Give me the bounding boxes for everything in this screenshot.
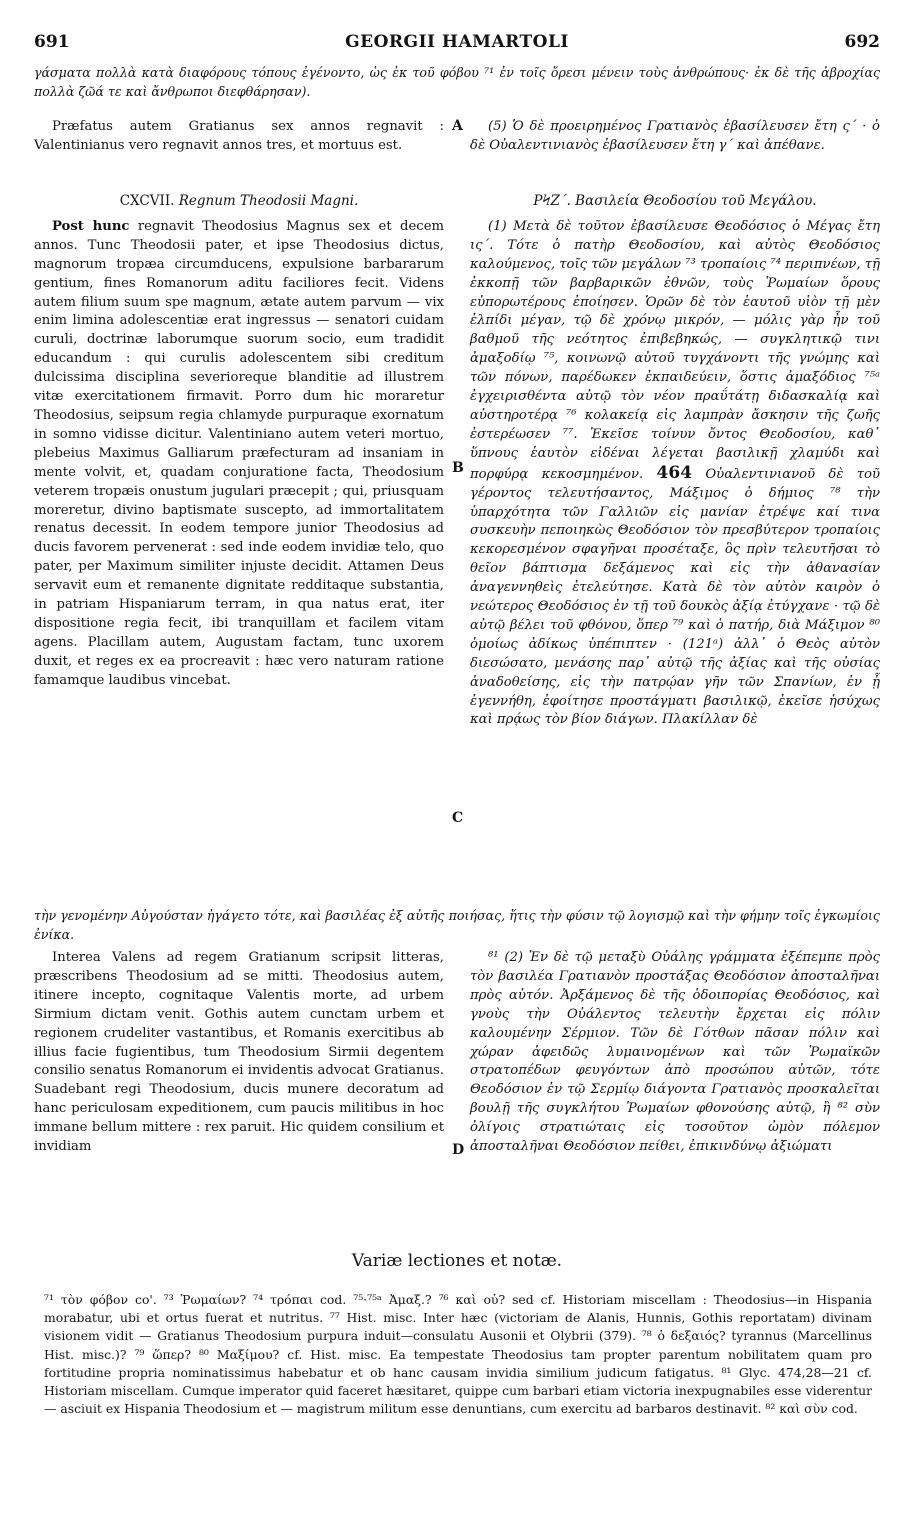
page-header: [34, 32, 880, 54]
notes-text: ⁷¹ τὸν φόβον co'. ⁷³ Ῥωμαίων? ⁷⁴ τρόπαι cod. ⁷⁵·⁷⁵ᵃ Ἀμαξ.? ⁷⁶ καὶ οὐ? sed cf. Historiam miscellam : Theodosius—in Hispania morabatur, ubi et ortus fuerat et nutritus. ⁷⁷ Hist. misc. Inter hæc (victoriam de Alanis, Hunnis, Gothis reportatam) divinam visionem vidit — Gratianus Theodosium purpura induit—consulatu Ausonii et Olybrii (379). ⁷⁸ ὁ δεξαιός? tyrannus (Marcellinus Hist. misc.)? ⁷⁹ ὥπερ? ⁸⁰ Μαξίμου? cf. Hist. misc. Ea tempestate Theodosius tam propter parentum nobilitatem quam pro fortitudine propria nominatissimus habebatur et ob hanc causam invidia similium judicum fatigatus. ⁸¹ Glyc. 474,28—21 cf. Historiam miscellam. Cumque imperator quid faceret hæsitaret, quippe cum barbari etiam victoria inexpugnabiles esse viderentur — asciuit ex Hispania Theodosium et — magistrum militum esse denuntians, cum exercitu ad barbaros destinavit. ⁸² καὶ σὺν cod.: [44, 1292, 872, 1417]
greek-heading-number: ΡϞΖ΄.: [533, 193, 571, 209]
latin-section-heading: [34, 192, 444, 211]
latin-reign-gratian: [34, 118, 444, 156]
greek-paragraph: ⁸¹ (2) Ἐν δὲ τῷ μεταξὺ Οὐάλης γράμματα ἐξέπεμπε πρὸς τὸν βασιλέα Γρατιανὸν προστάξας Θεοδόσιον ἀποσταλῆναι πρὸς αὐτόν. Ἀρξάμενος δὲ τῆς ὁδοιπορίας Θεοδόσιος, καὶ γνοὺς τὴν Οὐάλεντος τελευτὴν ἔρχεται εἰς πόλιν καλουμένην Σέρμιον. Τῶν δὲ Γότθων πᾶσαν πόλιν καὶ χώραν ἀφειδῶς λυμαινομένων καὶ τῶν Ῥωμαϊκῶν στρατοπέδων φευγόντων ἀπὸ προσώπου αὐτῶν, τότε Θεοδόσιον ἐν τῷ Σερμίῳ διάγοντα Γρατιανὸς προσκαλεῖται βουλῇ τῆς συγκλήτου Ῥωμαίων φθονούσης αὐτῷ, ἢ ⁸² σὺν ὀλίγοις στρατιώταις εἰς τοσοῦτον ὠμὸν πόλεμον ἀποσταλῆναι Θεοδόσιον πείθει, ἐπικινδύνῳ ἀξιώματι: [470, 950, 880, 1155]
greek-reign-gratian: [470, 118, 880, 156]
margin-marker-d: D: [452, 1142, 465, 1158]
latin-heading-title: Regnum Theodosii Magni.: [178, 193, 359, 209]
latin-body-text: regnavit Theodosius Magnus sex et decem annos. Tunc Theodosii pater, et ipse Theodosius dictus, magnorum tropæa circumducens, expulsione barbararum gentium, fines Romanorum aditu faciliores fecit. Videns autem filium suum spe magnum, ætate autem parvum — vix enim limina adolescentiæ erat ingressus — senatori cuidam curuli, doctrinæ laborumque suorum socio, eum tradidit educandum : qui curulis adolescentem sibi creditum dulcissima disciplina severioreque blanditie ad illustrem vitæ exercitationem firmavit. Porro dum hic moraretur Theodosius, seipsum regia chlamyde purpuraque exornatum in somno vidisse dicitur. Valentiniano autem veteri mortuo, plebeius Maximus Galliarum præfecturam ad insaniam in mente volvit, et, quadam conjuratione facta, Theodosium veterem tropæis onustum jugulari præcepit ; qui, priusquam moreretur, divino baptismate suscepto, ad immortalitatem renatus decessit. In eodem tempore junior Theodosius ad ducis favorem pervenerat : sed inde eodem invidiæ telo, quo pater, per Maximum similiter injuste decidit. Attamen Deus servavit eum et remanente dignitate redditaque substantia, in patriam Hispaniarum terram, in qua natus erat, iter dispositione regia fecit, ibi tranquillam et facilem vitam agens. Placillam autem, Augustam factam, tunc uxorem duxit, et reges ex ea procreavit : hæc vero naturam ratione famamque laudibus vincebat.: [34, 218, 444, 688]
greek-body-text-b: Οὐαλεντινιανοῦ δὲ τοῦ γέροντος τελευτήσαντος, Μάξιμος ὁ δήμιος ⁷⁸ τὴν ὑπαρχότητα τῶν Γαλλιῶν εἰς μανίαν ἐτρέψε καί τινα συσκευὴν πεποιηκὼς Θεοδόσιον τὸν πρεσβύτερον τροπαίοις κεκορεσμένον σφαγῆναι προσέταξε, ὃς πρὶν τελευτῆσαι τὸ θεῖον βάπτισμα δεξάμενος καὶ εἰς τὴν ἀθανασίαν ἀναγεννηθεὶς ἐτελεύτησε. Κατὰ δὲ τὸν αὐτὸν καιρὸν ὁ νεώτερος Θεοδόσιος ἐν τῇ τοῦ δουκὸς ἀξίᾳ ἐτύγχανε · τῷ δὲ αὐτῷ βέλει τοῦ φθόνου, ὅπερ ⁷⁹ καὶ ὁ πατήρ, διὰ Μάξιμον ⁸⁰ ὁμοίως ἀδίκως ὑπέπιπτεν · (121ᵃ) ἀλλ᾽ ὁ Θεὸς αὐτὸν διεσώσατο, μενάσης παρ᾽ αὐτῷ τῆς ἀξίας καὶ τῆς οὐσίας ἀναδοθείσης, εἰς τὴν πατρῴαν γῆν τῶν Σπανίων, ἐν ᾗ ἐγεννήθη, ἐφοίτησε προστάγματι βασιλικῷ, ἐκεῖσε ἡσύχως καὶ πρᾴως τὸν βίον διάγων. Πλακίλλαν δὲ: [470, 466, 880, 728]
greek-paragraph: [470, 218, 880, 730]
right-page-number: 692: [844, 32, 880, 52]
greek-heading-title: Βασιλεία Θεοδοσίου τοῦ Μεγάλου.: [575, 193, 817, 209]
top-greek-continuation: γάσματα πολλὰ κατὰ διαφόρους τόπους ἐγένοντο, ὡς ἐκ τοῦ φόβου ⁷¹ ἐν τοῖς ὄρεσι μένειν τοὺς ἀνθρώπους· ἐκ δὲ τῆς ἀβροχίας πολλὰ ζῶά τε καὶ ἄνθρωποι διεφθάρησαν).: [34, 65, 880, 99]
latin-paragraph: Interea Valens ad regem Gratianum scripsit litteras, præscribens Theodosium ad se mitti. Theodosius autem, itinere incepto, cognitaque Valentis morte, ad urbem Sirmium dictam venit. Gothis autem cunctam urbem et regionem crudeliter vastantibus, et Romanis exercitibus ab illius facie fugientibus, tum Theodosium Sirmii degentem consilio senatus Romanorum ei invidentis advocat Gratianus. Suadebant regi Theodosium, ducis munere decoratum ad hanc periculosam expeditionem, cum paucis militibus in hoc immane bellum mittere : rex paruit. Hic quidem consilium et invidiam: [34, 950, 444, 1155]
latin-valens-section: [34, 949, 444, 1157]
latin-theodosius-section: [34, 192, 444, 691]
greek-body-text-a: (1) Μετὰ δὲ τοῦτον ἐβασίλευσε Θεοδόσιος ὁ Μέγας ἔτη ις΄. Τότε ὁ πατὴρ Θεοδοσίου, καὶ αὐτὸς Θεοδόσιος καλούμενος, τοῖς τῶν μεγάλων ⁷³ τροπαίοις ⁷⁴ περιπνέων, τῇ ἐκκοπῇ τῶν βαρβαρικῶν ἐθνῶν, τοὺς Ῥωμαίων ὅρους εὐπορωτέρους ἐποίησεν. Ὁρῶν δὲ τὸν ἑαυτοῦ υἱὸν τῇ μὲν ἐλπίδι μέγαν, τῷ δὲ χρόνῳ μικρόν, — μόλις γὰρ ἦν τοῦ βαθμοῦ τῆς νεότητος ἐπιβεβηκώς, — συγκλητικῷ τινι ἀμαξοδίῳ ⁷⁵, κοινωνῷ αὐτοῦ τυγχάνοντι τῆς γνώμης καὶ τῶν πόνων, παρέδωκεν ἐκπαιδεύειν, ὅστις ἀμαξόδιος ⁷⁵ᵃ ἐγχειρισθέντα αὐτῷ τὸν νέον πραΰτάτῃ διδασκαλίᾳ καὶ αὐστηροτέρᾳ ⁷⁶ κολακείᾳ εἰς λαμπρὰν ἄσκησιν τῆς ζωῆς ἐστερέωσεν ⁷⁷. Ἐκεῖσε τοίνυν ὄντος Θεοδοσίου, καθ᾽ ὕπνους ἑαυτὸν εἰδέναι λέγεται βασιλικῇ χλαμύδι καὶ πορφύρᾳ κεκοσμημένον.: [470, 218, 880, 482]
bridge-greek-text: τὴν γενομένην Αὐγούσταν ἠγάγετο τότε, καὶ βασιλέας ἐξ αὐτῆς ποιήσας, ἥτις τὴν φύσιν τῷ λογισμῷ καὶ τὴν φήμην τοῖς ἐγκωμίοις ἐνίκα.: [34, 908, 880, 942]
latin-opening-words: Post hunc: [52, 218, 130, 234]
running-title: GEORGII HAMARTOLI: [345, 32, 569, 52]
left-page-number: 691: [34, 32, 70, 52]
greek-paragraph: (5) Ὁ δὲ προειρημένος Γρατιανὸς ἐβασίλευσεν ἔτη ς΄ · ὁ δὲ Οὐαλεντινιανὸς ἐβασίλευσεν ἔτη γ΄ καὶ ἀπέθανε.: [470, 119, 880, 153]
notes-heading: Variæ lectiones et notæ.: [351, 1251, 563, 1271]
latin-paragraph: [34, 218, 444, 691]
margin-marker-b: B: [452, 460, 464, 476]
greek-theodosius-section: [470, 192, 880, 730]
folio-number: 464: [656, 462, 693, 483]
margin-marker-a: A: [452, 118, 463, 134]
latin-heading-number: CXCVII.: [119, 193, 175, 209]
greek-valens-section: [470, 949, 880, 1157]
latin-paragraph: Præfatus autem Gratianus sex annos regnavit : Valentinianus vero regnavit annos tres, et mortuus est.: [34, 119, 444, 153]
margin-marker-c: C: [452, 810, 464, 826]
greek-section-heading: [470, 192, 880, 211]
